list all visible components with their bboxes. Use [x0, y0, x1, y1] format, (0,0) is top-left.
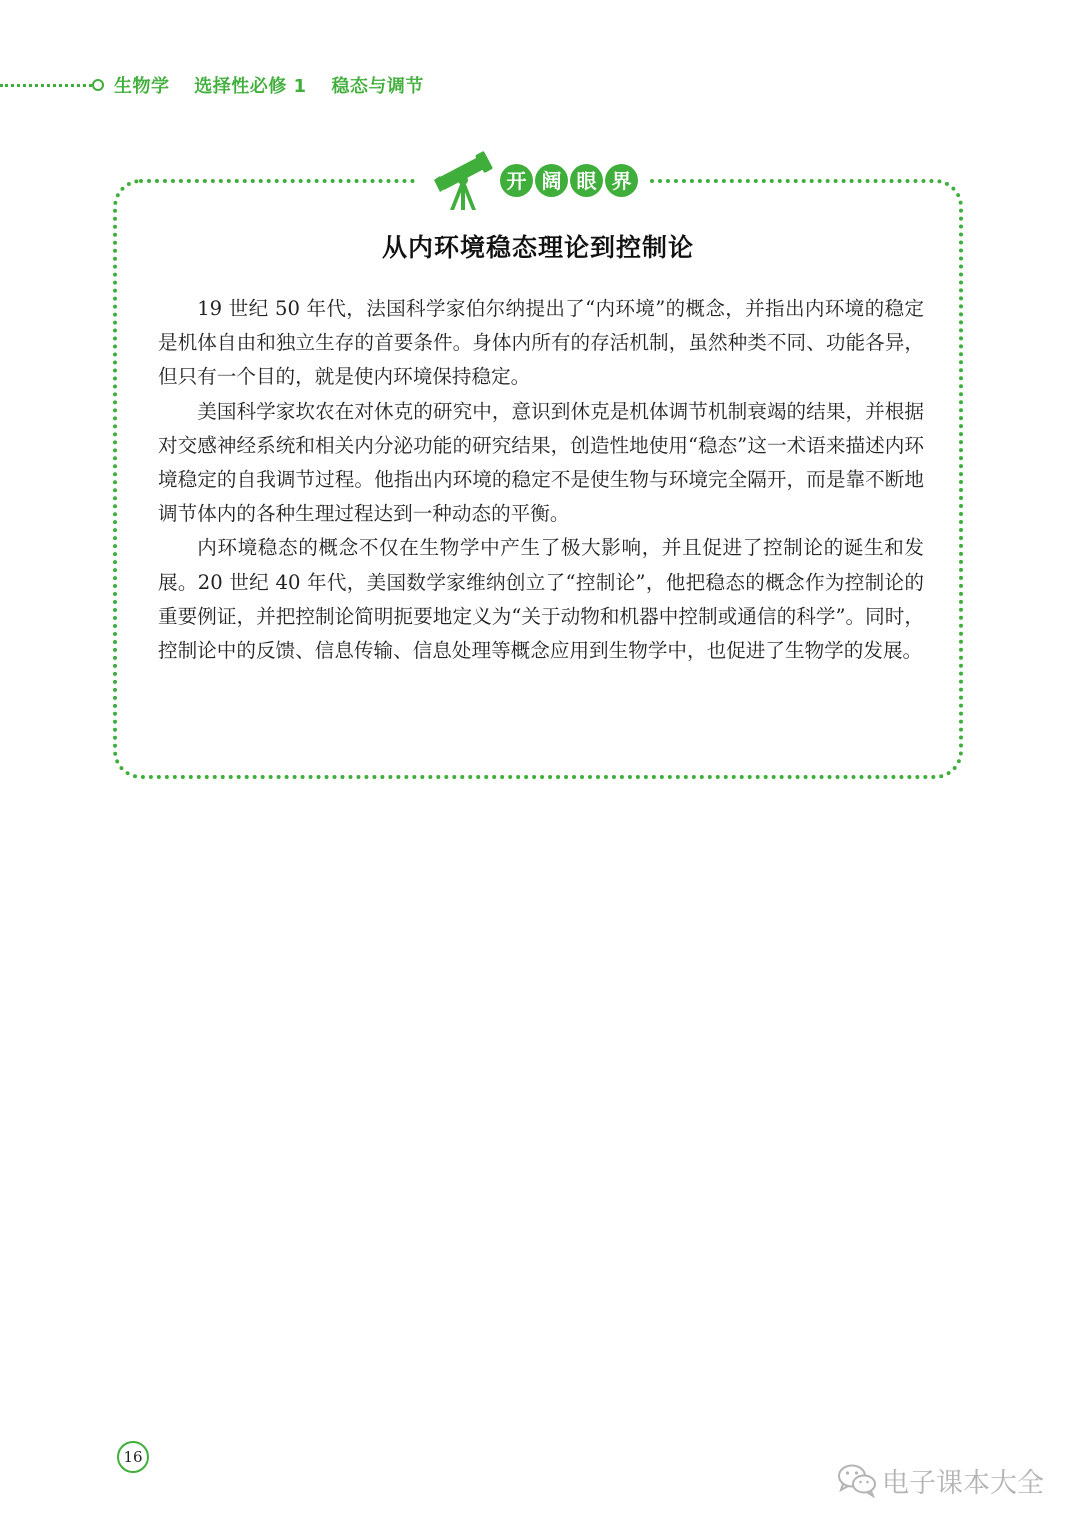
- box-title: 从内环境稳态理论到控制论: [381, 233, 694, 262]
- running-header: [0, 72, 520, 98]
- paragraph-3: 内环境稳态的概念不仅在生物学中产生了极大影响，并且促进了控制论的诞生和发展。20 世纪 40 年代，美国数学家维纳创立了“控制论”，他把稳态的概念作为控制论的重要例证，并把控制论简明扼要地定义为“关于动物和机器中控制或通信的科学”。同时，控制论中的反馈、信息传输、信息处理等概念应用到生物学中，也促进了生物学的发展。: [158, 536, 924, 663]
- header-unit: 稳态与调节: [331, 76, 424, 97]
- badge-char-2: 阔: [535, 164, 568, 197]
- watermark: [836, 1460, 1044, 1500]
- header-subject: 生物学: [114, 76, 170, 97]
- badge-char-3: 眼: [570, 164, 603, 197]
- page-number: 16: [117, 1441, 149, 1473]
- badge-label: [500, 164, 638, 197]
- header-book: 选择性必修 1: [194, 76, 307, 97]
- telescope-icon: [430, 150, 496, 214]
- section-badge: [418, 150, 650, 214]
- header-ring-icon: [92, 79, 104, 91]
- badge-char-4: 界: [605, 164, 638, 197]
- badge-char-1: 开: [500, 164, 533, 197]
- paragraph-1: 19 世纪 50 年代，法国科学家伯尔纳提出了“内环境”的概念，并指出内环境的稳定是机体自由和独立生存的首要条件。身体内所有的存活机制，虽然种类不同、功能各异，但只有一个目的，就是使内环境保持稳定。: [158, 297, 924, 389]
- paragraph-2: 美国科学家坎农在对休克的研究中，意识到休克是机体调节机制衰竭的结果，并根据对交感神经系统和相关内分泌功能的研究结果，创造性地使用“稳态”这一术语来描述内环境稳定的自我调节过程。他指出内环境的稳定不是使生物与环境完全隔开，而是靠不断地调节体内的各种生理过程达到一种动态的平衡。: [158, 399, 924, 526]
- header-text: [114, 72, 442, 98]
- watermark-text: 电子课本大全: [882, 1467, 1044, 1499]
- header-dotted-line: [0, 84, 92, 87]
- box-body: [158, 292, 924, 668]
- wechat-icon: [836, 1462, 878, 1498]
